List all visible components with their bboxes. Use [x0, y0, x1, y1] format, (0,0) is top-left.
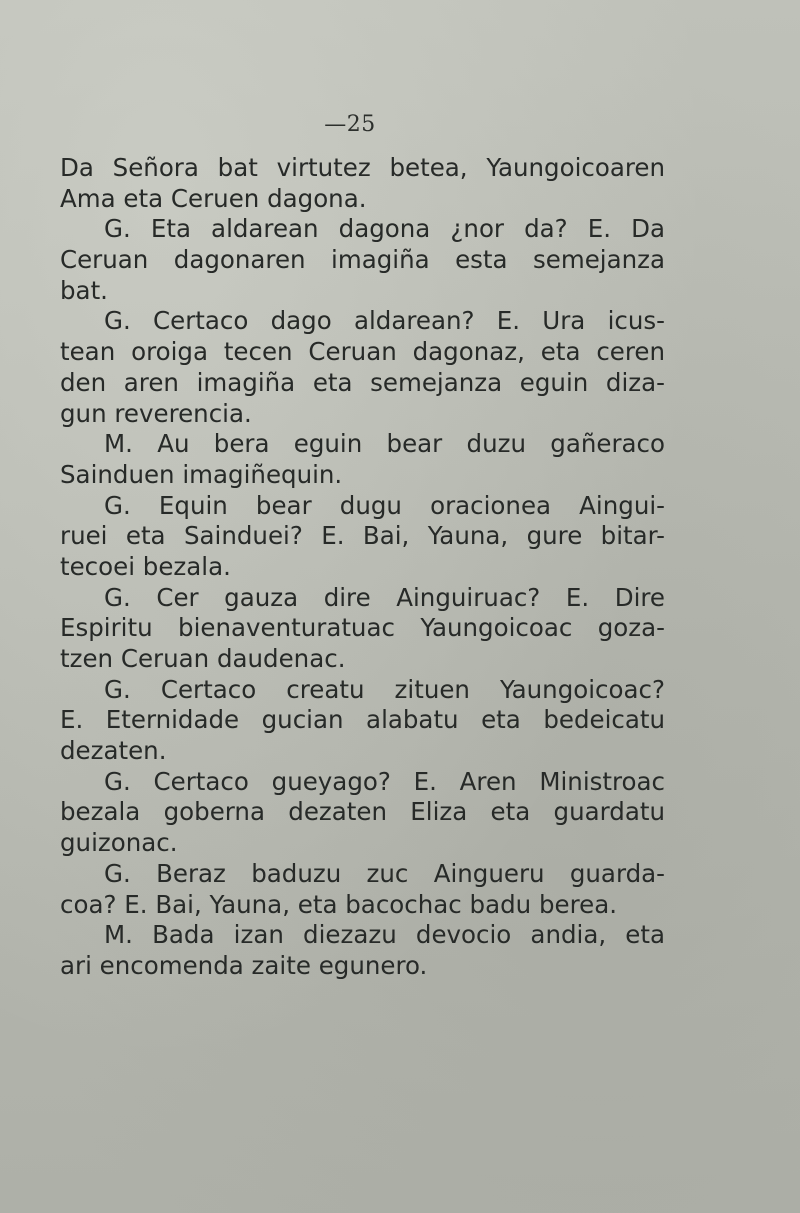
- text-line: dezaten.: [60, 736, 167, 766]
- text-line: Da Señora bat virtutez betea, Yaungoicoaren: [60, 153, 665, 182]
- text-line: G. Beraz baduzu zuc Aingueru guarda-: [104, 858, 665, 888]
- text-line: Espiritu bienaventuratuac Yaungoicoac goza-: [60, 613, 665, 643]
- text-line: bat.: [60, 275, 108, 305]
- text-line: E. Eternidade gucian alabatu eta bedeicatu: [60, 705, 665, 735]
- text-line: ruei eta Sainduei? E. Bai, Yauna, gure bitar-: [60, 521, 665, 551]
- text-line: M. Au bera eguin bear duzu gañeraco: [104, 429, 665, 459]
- text-line: G. Equin bear dugu oracionea Aingui-: [104, 490, 665, 520]
- text-line: Sainduen imagiñequin.: [60, 459, 343, 489]
- text-line: ari encomenda zaite egunero.: [60, 950, 428, 980]
- text-line: Ama eta Ceruen dagona.: [60, 183, 367, 213]
- text-line: bezala goberna dezaten Eliza eta guardatu: [60, 797, 665, 827]
- text-line: M. Bada izan diezazu devocio andia, eta: [104, 920, 665, 950]
- text-line: tzen Ceruan daudenac.: [60, 644, 346, 673]
- text-line: G. Certaco dago aldarean? E. Ura icus-: [104, 306, 665, 336]
- text-line: tecoei bezala.: [60, 551, 231, 581]
- text-line: G. Eta aldarean dagona ¿nor da? E. Da: [104, 214, 665, 244]
- text-line: G. Certaco creatu zituen Yaungoicoac?: [104, 674, 665, 704]
- text-line: gun reverencia.: [60, 398, 252, 428]
- page-number: —25: [324, 112, 376, 137]
- text-line: G. Cer gauza dire Ainguiruac? E. Dire: [104, 582, 665, 612]
- text-line: tean oroiga tecen Ceruan dagonaz, eta ceren: [60, 337, 665, 367]
- text-line: Ceruan dagonaren imagiña esta semejanza: [60, 245, 665, 275]
- text-line: coa? E. Bai, Yauna, eta bacochac badu berea.: [60, 889, 618, 919]
- text-line: den aren imagiña eta semejanza eguin diza-: [60, 367, 665, 397]
- text-line: guizonac.: [60, 828, 178, 858]
- body-text: [60, 153, 665, 982]
- text-line: G. Certaco gueyago? E. Aren Ministroac: [104, 766, 665, 796]
